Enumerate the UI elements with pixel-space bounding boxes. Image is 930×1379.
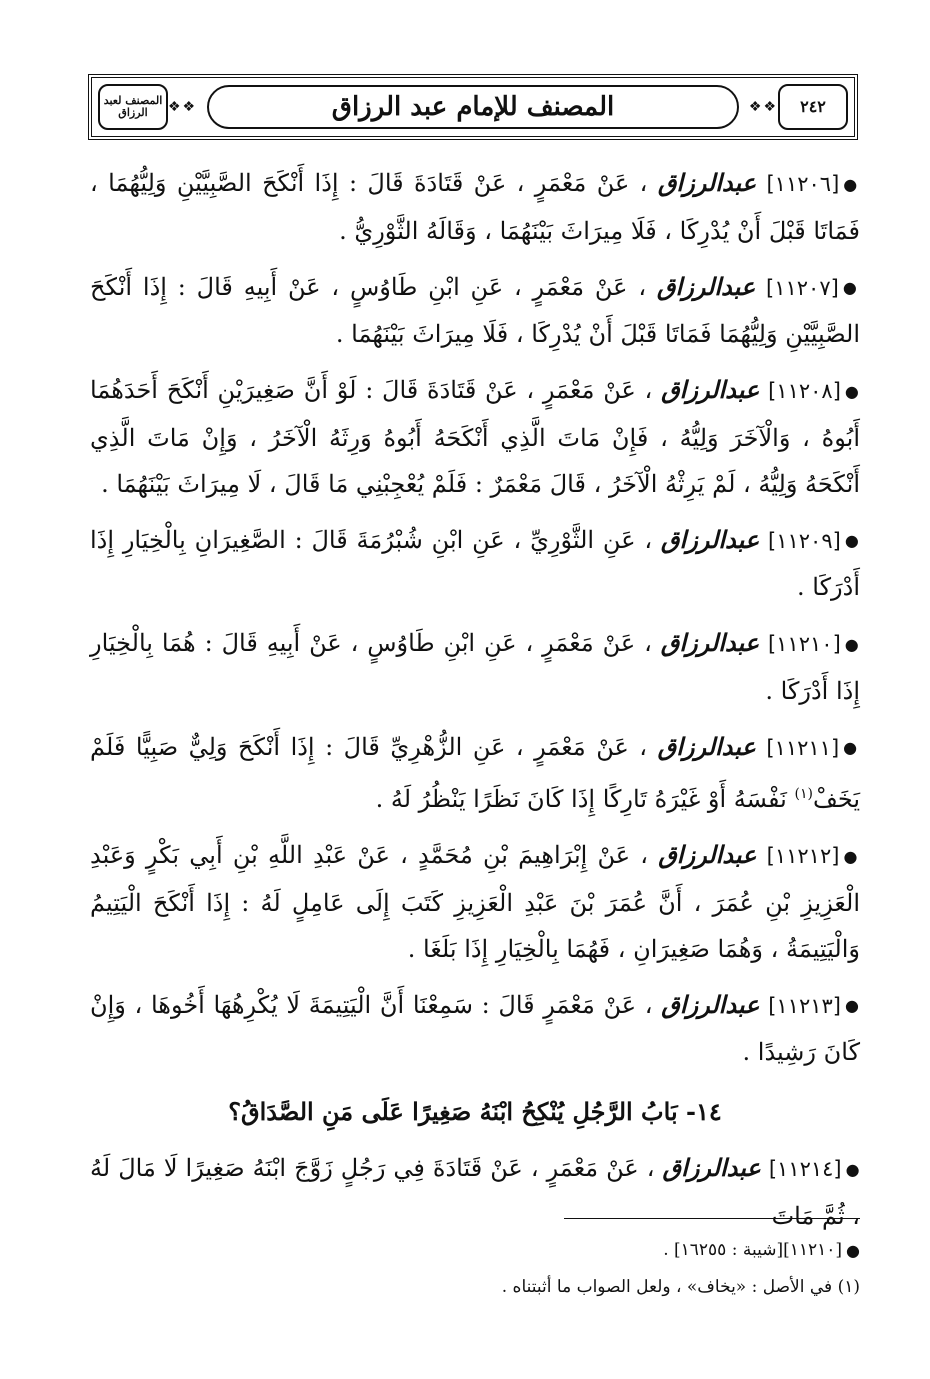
hadith-sheikh: عبدالرزاق xyxy=(658,840,757,869)
hadith-number: [١١٢١٣] xyxy=(768,993,841,1018)
hadith-sheikh: عبدالرزاق xyxy=(662,1153,761,1182)
hadith-text-continued: نَفْسَهُ أَوْ غَيْرَهُ تَارِكًا إِذَا كَانَ نَظَرًا يَنْظُرُ لَهُ . xyxy=(375,785,787,813)
hadith-sheikh: عبدالرزاق xyxy=(656,271,756,301)
header-ornament-left: ❖❖ xyxy=(168,99,198,115)
page-number-medallion xyxy=(778,84,848,130)
hadith-paragraph xyxy=(90,982,860,1076)
hadith-number: [١١٢١٢] xyxy=(766,844,840,868)
hadith-paragraph xyxy=(90,1145,860,1239)
hadith-paragraph xyxy=(90,517,860,611)
hadith-sheikh: عبدالرزاق xyxy=(657,731,756,761)
chapter-heading: ١٤- بَابُ الرَّجُلِ يُنْكِحُ ابْنَهُ صَغِيرًا عَلَى مَنِ الصَّدَاقُ؟ xyxy=(228,1097,722,1126)
book-title-cartouche xyxy=(207,85,739,129)
hadith-number: [١١٢٠٧] xyxy=(766,275,839,300)
bullet-icon: ● xyxy=(845,1159,860,1179)
hadith-text: ، عَنِ الثَّوْرِيِّ ، عَنِ ابْنِ شُبْرُمَةَ قَالَ : الصَّغِيرَانِ بِالْخِيَارِ إِذَا أَدْرَكَا . xyxy=(90,525,860,601)
hadith-number: [١١٢١٠] xyxy=(767,632,841,656)
footnotes xyxy=(90,1232,860,1305)
bullet-icon: ● xyxy=(844,381,860,401)
takhrij-text: [١١٢١٠][شيبة : ١٦٢٥٥] . xyxy=(663,1240,843,1260)
header-ornament-right: ❖❖ xyxy=(748,99,778,115)
hadith-number: [١١٢٠٦] xyxy=(766,172,840,196)
bullet-icon: ● xyxy=(844,531,860,550)
hadith-sheikh: عبدالرزاق xyxy=(661,375,760,404)
hadith-text: ، عَنْ مَعْمَرٍ ، عَنْ قَتَادَةَ فِي رَجُلٍ زَوَّجَ ابْنَهُ صَغِيرًا لَا مَالَ لَهُ ، ثُمَّ مَاتَ xyxy=(90,1154,860,1230)
hadith-sheikh: عبدالرزاق xyxy=(660,628,760,657)
hadith-text: ، عَنْ مَعْمَرٍ ، عَنْ قَتَادَةَ قَالَ : إِذَا أَنْكَحَ الصَّبِيَّيْنِ وَلِيُّهُمَا ، فَمَاتَا قَبْلَ أَنْ يُدْرِكَا ، فَلَا مِيرَاثَ بَيْنَهُمَا ، وَقَالَهُ الثَّوْرِيُّ . xyxy=(90,169,860,245)
takhrij-note xyxy=(90,1232,860,1269)
main-text xyxy=(90,160,860,1249)
hadith-paragraph xyxy=(90,724,860,823)
hadith-text: ، عَنْ مَعْمَرٍ قَالَ : سَمِعْنَا أَنَّ الْيَتِيمَةَ لَا يُكْرِهُهَا أَخُوهَا ، وَإِنْ كَانَ رَشِيدًا . xyxy=(90,990,860,1066)
bullet-icon: ● xyxy=(846,1240,860,1260)
hadith-number: [١١٢٠٩] xyxy=(768,528,841,553)
hadith-number: [١١٢٠٨] xyxy=(768,379,841,403)
bullet-icon: ● xyxy=(842,278,860,297)
bullet-icon: ● xyxy=(843,846,860,866)
footnote-reference[interactable]: (١) xyxy=(794,786,813,802)
hadith-sheikh: عبدالرزاق xyxy=(657,168,757,197)
hadith-text: ، عَنْ مَعْمَرٍ ، عَنِ ابْنِ طَاوُسٍ ، عَنْ أَبِيهِ قَالَ : إِذَا أَنْكَحَ الصَّبِيَّيْنِ وَلِيُّهُمَا فَمَاتَا قَبْلَ أَنْ يُدْرِكَا ، فَلَا مِيرَاثَ بَيْنَهُمَا . xyxy=(90,272,860,348)
hadith-text: ، عَنْ مَعْمَرٍ ، عَنِ الزُّهْرِيِّ قَالَ : إِذَا أَنْكَحَ وَلِيٌّ صَبِيًّا فَلَمْ يَخَفْ xyxy=(90,732,860,813)
bullet-icon: ● xyxy=(845,996,861,1015)
hadith-paragraph xyxy=(90,160,860,254)
book-logo-text: المصنف لعبد الرزاق xyxy=(103,93,163,119)
hadith-sheikh: عبدالرزاق xyxy=(661,989,760,1019)
bullet-icon: ● xyxy=(843,738,861,757)
hadith-paragraph xyxy=(90,620,860,714)
hadith-paragraph xyxy=(90,367,860,507)
bullet-icon: ● xyxy=(843,174,860,194)
hadith-number: [١١٢١٤] xyxy=(768,1157,842,1181)
page-header xyxy=(88,74,858,140)
hadith-paragraph xyxy=(90,264,860,358)
hadith-text: ، عَنْ مَعْمَرٍ ، عَنِ ابْنِ طَاوُسٍ ، عَنْ أَبِيهِ قَالَ : هُمَا بِالْخِيَارِ إِذَا أَدْرَكَا . xyxy=(90,629,860,705)
book-logo-medallion xyxy=(98,84,168,130)
hadith-text: ، عَنْ مَعْمَرٍ ، عَنْ قَتَادَةَ قَالَ : لَوْ أَنَّ صَغِيرَيْنِ أَنْكَحَ أَحَدَهُمَا أَبُوهُ ، وَالْآخَرَ وَلِيُّهُ ، فَإِنْ مَاتَ الَّذِي أَنْكَحَهُ أَبُوهُ وَرِثَهُ الْآخَرُ ، وَإِنْ مَاتَ الَّذِي أَنْكَحَهُ وَلِيُّهُ ، لَمْ يَرِثْهُ الْآخَرُ ، قَالَ مَعْمَرٌ : فَلَمْ يُعْجِبْنِي مَا قَالَ ، لَا مِيرَاثَ بَيْنَهُمَا . xyxy=(90,376,860,498)
hadith-number: [١١٢١١] xyxy=(766,735,840,760)
footnote-divider xyxy=(564,1218,860,1219)
hadith-sheikh: عبدالرزاق xyxy=(660,524,760,554)
footnote-1: (١) في الأصل : «يخاف» ، ولعل الصواب ما أثبتناه . xyxy=(501,1276,860,1297)
hadith-paragraph xyxy=(90,832,860,972)
bullet-icon: ● xyxy=(844,634,861,654)
book-title: المصنف للإمام عبد الرزاق xyxy=(331,92,615,122)
page-number: ٢٤٢ xyxy=(800,97,826,116)
hadith-text: ، عَنْ إِبْرَاهِيمَ بْنِ مُحَمَّدٍ ، عَنْ عَبْدِ اللَّهِ بْنِ أَبِي بَكْرٍ وَعَبْدِ الْعَزِيزِ بْنِ عُمَرَ ، أَنَّ عُمَرَ بْنَ عَبْدِ الْعَزِيزِ كَتَبَ إِلَى عَامِلٍ لَهُ : إِذَا أَنْكَحَ الْيَتِيمُ وَالْيَتِيمَةُ ، وَهُمَا صَغِيرَانِ ، فَهُمَا بِالْخِيَارِ إِذَا بَلَغَا . xyxy=(90,841,860,963)
